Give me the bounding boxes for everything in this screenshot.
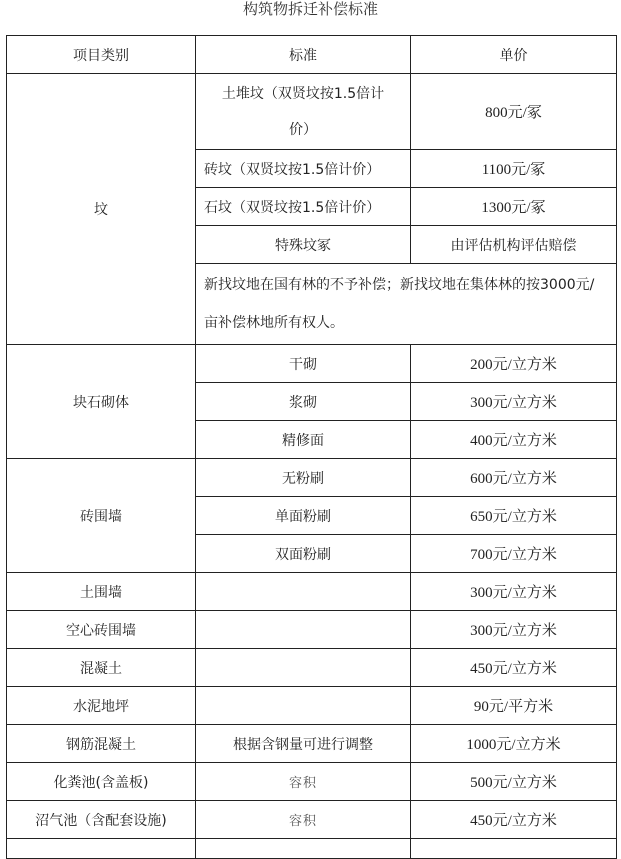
price-cell: 300元/立方米 [411, 383, 617, 421]
header-price: 单价 [411, 36, 617, 74]
price-cell: 650元/立方米 [411, 497, 617, 535]
price-cell: 1000元/立方米 [411, 725, 617, 763]
standard-cell: 容积 [196, 763, 411, 801]
category-cell: 土围墙 [7, 573, 196, 611]
price-cell: 300元/立方米 [411, 611, 617, 649]
table-row-partial [7, 839, 617, 859]
price-cell: 300元/立方米 [411, 573, 617, 611]
standard-cell: 特殊坟冢 [196, 226, 411, 264]
grave-note: 新找坟地在国有林的不予补偿；新找坟地在集体林的按3000元/亩补偿林地所有权人。 [196, 264, 617, 345]
price-cell: 由评估机构评估赔偿 [411, 226, 617, 264]
page-title: 构筑物拆迁补偿标准 [242, 0, 378, 18]
category-cell: 钢筋混凝土 [7, 725, 196, 763]
price-cell: 400元/立方米 [411, 421, 617, 459]
standard-cell [196, 573, 411, 611]
price-cell: 800元/冢 [411, 74, 617, 150]
compensation-table [6, 35, 617, 859]
price-cell: 200元/立方米 [411, 345, 617, 383]
table-row [7, 763, 617, 801]
price-cell: 1300元/冢 [411, 188, 617, 226]
standard-cell [196, 611, 411, 649]
standard-cell: 单面粉刷 [196, 497, 411, 535]
standard-cell: 石坟（双贤坟按1.5倍计价） [196, 188, 411, 226]
standard-cell: 双面粉刷 [196, 535, 411, 573]
standard-cell: 土堆坟（双贤坟按1.5倍计价） [196, 74, 411, 150]
standard-cell: 干砌 [196, 345, 411, 383]
header-standard: 标准 [196, 36, 411, 74]
standard-cell [196, 649, 411, 687]
standard-cell: 无粉刷 [196, 459, 411, 497]
price-cell: 700元/立方米 [411, 535, 617, 573]
price-cell: 450元/立方米 [411, 801, 617, 839]
price-cell: 500元/立方米 [411, 763, 617, 801]
standard-cell: 浆砌 [196, 383, 411, 421]
standard-cell [196, 687, 411, 725]
table-row [7, 345, 617, 383]
price-cell: 600元/立方米 [411, 459, 617, 497]
header-category: 项目类别 [7, 36, 196, 74]
table-row [7, 725, 617, 763]
table-header-row [7, 36, 617, 74]
category-cell: 化粪池(含盖板) [7, 763, 196, 801]
table-row [7, 459, 617, 497]
table-row [7, 687, 617, 725]
table-row [7, 801, 617, 839]
table-row [7, 573, 617, 611]
standard-cell: 容积 [196, 801, 411, 839]
empty-cell [411, 839, 617, 859]
category-cell: 空心砖围墙 [7, 611, 196, 649]
table-row [7, 611, 617, 649]
price-cell: 90元/平方米 [411, 687, 617, 725]
table-row [7, 649, 617, 687]
category-cell: 坟 [7, 74, 196, 345]
category-cell: 混凝土 [7, 649, 196, 687]
table-row [7, 74, 617, 150]
price-cell: 1100元/冢 [411, 150, 617, 188]
category-cell: 水泥地坪 [7, 687, 196, 725]
price-cell: 450元/立方米 [411, 649, 617, 687]
standard-cell: 精修面 [196, 421, 411, 459]
standard-cell: 根据含钢量可进行调整 [196, 725, 411, 763]
empty-cell [7, 839, 196, 859]
category-cell: 块石砌体 [7, 345, 196, 459]
empty-cell [196, 839, 411, 859]
category-cell: 沼气池（含配套设施) [7, 801, 196, 839]
standard-cell: 砖坟（双贤坟按1.5倍计价） [196, 150, 411, 188]
category-cell: 砖围墙 [7, 459, 196, 573]
